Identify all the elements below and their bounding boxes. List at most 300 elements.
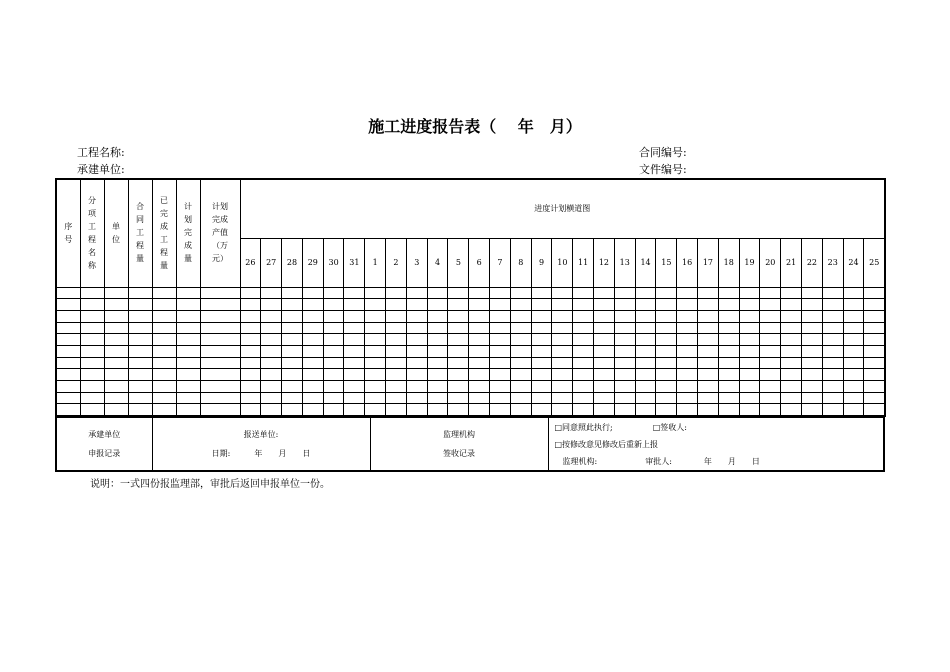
table-cell[interactable] bbox=[128, 299, 152, 311]
table-cell[interactable] bbox=[531, 334, 552, 346]
table-cell[interactable] bbox=[240, 404, 261, 416]
table-cell[interactable] bbox=[843, 310, 864, 322]
table-cell[interactable] bbox=[760, 392, 781, 404]
table-cell[interactable] bbox=[490, 322, 511, 334]
table-cell[interactable] bbox=[739, 334, 760, 346]
table-cell[interactable] bbox=[739, 381, 760, 393]
table-cell[interactable] bbox=[344, 392, 365, 404]
table-cell[interactable] bbox=[365, 357, 386, 369]
table-cell[interactable] bbox=[531, 357, 552, 369]
table-cell[interactable] bbox=[200, 381, 240, 393]
table-cell[interactable] bbox=[552, 357, 573, 369]
table-cell[interactable] bbox=[573, 345, 594, 357]
table-cell[interactable] bbox=[427, 322, 448, 334]
table-cell[interactable] bbox=[552, 334, 573, 346]
table-cell[interactable] bbox=[739, 392, 760, 404]
table-cell[interactable] bbox=[469, 334, 490, 346]
table-cell[interactable] bbox=[240, 381, 261, 393]
table-cell[interactable] bbox=[448, 299, 469, 311]
table-cell[interactable] bbox=[677, 322, 698, 334]
table-cell[interactable] bbox=[552, 404, 573, 416]
table-cell[interactable] bbox=[406, 322, 427, 334]
table-cell[interactable] bbox=[864, 310, 885, 322]
table-cell[interactable] bbox=[128, 287, 152, 299]
table-cell[interactable] bbox=[760, 381, 781, 393]
table-cell[interactable] bbox=[843, 299, 864, 311]
table-cell[interactable] bbox=[781, 299, 802, 311]
table-cell[interactable] bbox=[698, 334, 719, 346]
table-cell[interactable] bbox=[781, 334, 802, 346]
table-cell[interactable] bbox=[302, 357, 323, 369]
table-cell[interactable] bbox=[677, 392, 698, 404]
table-cell[interactable] bbox=[614, 369, 635, 381]
table-cell[interactable] bbox=[677, 287, 698, 299]
approve-checkbox-line[interactable]: □同意照此执行; □签收人: bbox=[554, 422, 688, 432]
table-cell[interactable] bbox=[240, 299, 261, 311]
table-cell[interactable] bbox=[822, 334, 843, 346]
table-cell[interactable] bbox=[344, 381, 365, 393]
table-cell[interactable] bbox=[282, 334, 303, 346]
table-cell[interactable] bbox=[302, 369, 323, 381]
table-cell[interactable] bbox=[864, 345, 885, 357]
table-cell[interactable] bbox=[677, 310, 698, 322]
table-cell[interactable] bbox=[261, 381, 282, 393]
table-cell[interactable] bbox=[302, 299, 323, 311]
table-cell[interactable] bbox=[200, 310, 240, 322]
table-cell[interactable] bbox=[240, 345, 261, 357]
table-cell[interactable] bbox=[448, 381, 469, 393]
table-cell[interactable] bbox=[323, 299, 344, 311]
table-cell[interactable] bbox=[822, 357, 843, 369]
table-cell[interactable] bbox=[152, 345, 176, 357]
table-cell[interactable] bbox=[552, 392, 573, 404]
table-cell[interactable] bbox=[128, 392, 152, 404]
table-cell[interactable] bbox=[282, 345, 303, 357]
table-cell[interactable] bbox=[531, 322, 552, 334]
table-cell[interactable] bbox=[635, 381, 656, 393]
table-cell[interactable] bbox=[698, 381, 719, 393]
table-cell[interactable] bbox=[656, 287, 677, 299]
table-cell[interactable] bbox=[448, 392, 469, 404]
table-cell[interactable] bbox=[365, 404, 386, 416]
table-cell[interactable] bbox=[152, 310, 176, 322]
table-cell[interactable] bbox=[510, 299, 531, 311]
table-cell[interactable] bbox=[386, 287, 407, 299]
table-cell[interactable] bbox=[448, 287, 469, 299]
table-cell[interactable] bbox=[822, 369, 843, 381]
table-cell[interactable] bbox=[323, 381, 344, 393]
table-cell[interactable] bbox=[152, 287, 176, 299]
table-cell[interactable] bbox=[531, 369, 552, 381]
table-cell[interactable] bbox=[864, 381, 885, 393]
table-cell[interactable] bbox=[56, 369, 80, 381]
table-cell[interactable] bbox=[594, 392, 615, 404]
table-cell[interactable] bbox=[802, 369, 823, 381]
table-cell[interactable] bbox=[698, 369, 719, 381]
table-cell[interactable] bbox=[386, 334, 407, 346]
table-cell[interactable] bbox=[152, 299, 176, 311]
table-cell[interactable] bbox=[594, 334, 615, 346]
table-cell[interactable] bbox=[56, 381, 80, 393]
table-cell[interactable] bbox=[365, 381, 386, 393]
table-cell[interactable] bbox=[698, 310, 719, 322]
table-cell[interactable] bbox=[552, 322, 573, 334]
table-cell[interactable] bbox=[864, 299, 885, 311]
table-cell[interactable] bbox=[760, 322, 781, 334]
table-cell[interactable] bbox=[200, 392, 240, 404]
table-cell[interactable] bbox=[469, 381, 490, 393]
table-cell[interactable] bbox=[469, 299, 490, 311]
table-cell[interactable] bbox=[469, 322, 490, 334]
table-cell[interactable] bbox=[200, 369, 240, 381]
table-cell[interactable] bbox=[104, 369, 128, 381]
table-cell[interactable] bbox=[718, 392, 739, 404]
table-cell[interactable] bbox=[656, 369, 677, 381]
table-cell[interactable] bbox=[656, 299, 677, 311]
table-cell[interactable] bbox=[56, 404, 80, 416]
table-cell[interactable] bbox=[864, 392, 885, 404]
table-cell[interactable] bbox=[490, 381, 511, 393]
table-cell[interactable] bbox=[718, 345, 739, 357]
table-cell[interactable] bbox=[200, 299, 240, 311]
table-cell[interactable] bbox=[843, 357, 864, 369]
table-cell[interactable] bbox=[635, 404, 656, 416]
table-cell[interactable] bbox=[176, 310, 200, 322]
table-cell[interactable] bbox=[56, 287, 80, 299]
table-cell[interactable] bbox=[843, 404, 864, 416]
table-cell[interactable] bbox=[677, 345, 698, 357]
table-cell[interactable] bbox=[323, 310, 344, 322]
table-cell[interactable] bbox=[698, 404, 719, 416]
table-cell[interactable] bbox=[200, 357, 240, 369]
table-cell[interactable] bbox=[656, 392, 677, 404]
table-cell[interactable] bbox=[406, 334, 427, 346]
table-cell[interactable] bbox=[261, 369, 282, 381]
table-cell[interactable] bbox=[635, 369, 656, 381]
table-cell[interactable] bbox=[365, 299, 386, 311]
table-cell[interactable] bbox=[510, 357, 531, 369]
table-cell[interactable] bbox=[531, 299, 552, 311]
table-cell[interactable] bbox=[365, 334, 386, 346]
table-cell[interactable] bbox=[104, 345, 128, 357]
table-cell[interactable] bbox=[200, 345, 240, 357]
table-cell[interactable] bbox=[635, 310, 656, 322]
table-cell[interactable] bbox=[614, 345, 635, 357]
table-cell[interactable] bbox=[323, 369, 344, 381]
table-cell[interactable] bbox=[406, 404, 427, 416]
table-cell[interactable] bbox=[739, 357, 760, 369]
table-cell[interactable] bbox=[386, 345, 407, 357]
table-cell[interactable] bbox=[802, 357, 823, 369]
table-cell[interactable] bbox=[282, 369, 303, 381]
table-cell[interactable] bbox=[802, 381, 823, 393]
table-cell[interactable] bbox=[56, 299, 80, 311]
table-cell[interactable] bbox=[698, 345, 719, 357]
table-cell[interactable] bbox=[469, 287, 490, 299]
table-cell[interactable] bbox=[323, 334, 344, 346]
table-cell[interactable] bbox=[614, 287, 635, 299]
table-cell[interactable] bbox=[739, 287, 760, 299]
table-cell[interactable] bbox=[469, 310, 490, 322]
table-cell[interactable] bbox=[56, 357, 80, 369]
table-cell[interactable] bbox=[240, 392, 261, 404]
table-cell[interactable] bbox=[760, 287, 781, 299]
table-cell[interactable] bbox=[677, 381, 698, 393]
table-cell[interactable] bbox=[406, 345, 427, 357]
table-cell[interactable] bbox=[822, 287, 843, 299]
table-cell[interactable] bbox=[365, 369, 386, 381]
table-cell[interactable] bbox=[406, 381, 427, 393]
table-cell[interactable] bbox=[427, 345, 448, 357]
table-cell[interactable] bbox=[718, 310, 739, 322]
table-cell[interactable] bbox=[406, 392, 427, 404]
table-cell[interactable] bbox=[427, 334, 448, 346]
table-cell[interactable] bbox=[323, 345, 344, 357]
table-cell[interactable] bbox=[104, 334, 128, 346]
table-cell[interactable] bbox=[594, 404, 615, 416]
table-cell[interactable] bbox=[864, 287, 885, 299]
table-cell[interactable] bbox=[614, 357, 635, 369]
table-cell[interactable] bbox=[128, 322, 152, 334]
table-cell[interactable] bbox=[80, 404, 104, 416]
table-cell[interactable] bbox=[261, 357, 282, 369]
table-cell[interactable] bbox=[510, 310, 531, 322]
table-cell[interactable] bbox=[240, 310, 261, 322]
table-cell[interactable] bbox=[718, 404, 739, 416]
table-cell[interactable] bbox=[718, 322, 739, 334]
table-cell[interactable] bbox=[635, 322, 656, 334]
table-cell[interactable] bbox=[427, 392, 448, 404]
table-cell[interactable] bbox=[261, 299, 282, 311]
table-cell[interactable] bbox=[490, 404, 511, 416]
table-cell[interactable] bbox=[261, 322, 282, 334]
table-cell[interactable] bbox=[635, 357, 656, 369]
table-cell[interactable] bbox=[386, 369, 407, 381]
table-cell[interactable] bbox=[240, 334, 261, 346]
table-cell[interactable] bbox=[552, 310, 573, 322]
table-cell[interactable] bbox=[781, 369, 802, 381]
table-cell[interactable] bbox=[344, 345, 365, 357]
table-cell[interactable] bbox=[386, 299, 407, 311]
table-cell[interactable] bbox=[594, 310, 615, 322]
table-cell[interactable] bbox=[573, 310, 594, 322]
table-cell[interactable] bbox=[573, 404, 594, 416]
table-cell[interactable] bbox=[80, 381, 104, 393]
table-cell[interactable] bbox=[80, 369, 104, 381]
table-cell[interactable] bbox=[240, 322, 261, 334]
table-cell[interactable] bbox=[448, 322, 469, 334]
table-cell[interactable] bbox=[718, 299, 739, 311]
table-cell[interactable] bbox=[152, 322, 176, 334]
table-cell[interactable] bbox=[864, 322, 885, 334]
table-cell[interactable] bbox=[739, 299, 760, 311]
table-cell[interactable] bbox=[614, 404, 635, 416]
table-cell[interactable] bbox=[802, 287, 823, 299]
table-cell[interactable] bbox=[282, 357, 303, 369]
table-cell[interactable] bbox=[200, 404, 240, 416]
table-cell[interactable] bbox=[822, 392, 843, 404]
table-cell[interactable] bbox=[739, 345, 760, 357]
table-cell[interactable] bbox=[656, 345, 677, 357]
table-cell[interactable] bbox=[282, 404, 303, 416]
table-cell[interactable] bbox=[490, 310, 511, 322]
table-cell[interactable] bbox=[302, 322, 323, 334]
table-cell[interactable] bbox=[864, 357, 885, 369]
table-cell[interactable] bbox=[531, 345, 552, 357]
table-cell[interactable] bbox=[822, 322, 843, 334]
table-cell[interactable] bbox=[427, 404, 448, 416]
table-cell[interactable] bbox=[781, 345, 802, 357]
table-cell[interactable] bbox=[323, 287, 344, 299]
table-cell[interactable] bbox=[128, 381, 152, 393]
table-cell[interactable] bbox=[448, 334, 469, 346]
table-cell[interactable] bbox=[56, 322, 80, 334]
table-cell[interactable] bbox=[594, 369, 615, 381]
table-cell[interactable] bbox=[552, 345, 573, 357]
table-cell[interactable] bbox=[822, 310, 843, 322]
table-cell[interactable] bbox=[365, 310, 386, 322]
table-cell[interactable] bbox=[448, 357, 469, 369]
table-cell[interactable] bbox=[718, 357, 739, 369]
table-cell[interactable] bbox=[448, 369, 469, 381]
table-cell[interactable] bbox=[176, 345, 200, 357]
table-cell[interactable] bbox=[386, 322, 407, 334]
table-cell[interactable] bbox=[718, 369, 739, 381]
table-cell[interactable] bbox=[822, 299, 843, 311]
table-cell[interactable] bbox=[802, 322, 823, 334]
table-cell[interactable] bbox=[739, 310, 760, 322]
table-cell[interactable] bbox=[302, 392, 323, 404]
table-cell[interactable] bbox=[760, 310, 781, 322]
table-cell[interactable] bbox=[128, 334, 152, 346]
table-cell[interactable] bbox=[365, 345, 386, 357]
table-cell[interactable] bbox=[152, 392, 176, 404]
table-cell[interactable] bbox=[739, 369, 760, 381]
table-cell[interactable] bbox=[552, 287, 573, 299]
table-cell[interactable] bbox=[80, 357, 104, 369]
table-cell[interactable] bbox=[552, 369, 573, 381]
table-cell[interactable] bbox=[176, 404, 200, 416]
table-cell[interactable] bbox=[698, 299, 719, 311]
table-cell[interactable] bbox=[406, 357, 427, 369]
table-cell[interactable] bbox=[573, 369, 594, 381]
table-cell[interactable] bbox=[365, 392, 386, 404]
table-cell[interactable] bbox=[573, 334, 594, 346]
table-cell[interactable] bbox=[843, 381, 864, 393]
table-cell[interactable] bbox=[427, 299, 448, 311]
table-cell[interactable] bbox=[573, 381, 594, 393]
table-cell[interactable] bbox=[152, 334, 176, 346]
table-cell[interactable] bbox=[344, 287, 365, 299]
table-cell[interactable] bbox=[552, 381, 573, 393]
table-cell[interactable] bbox=[531, 404, 552, 416]
table-cell[interactable] bbox=[573, 322, 594, 334]
table-cell[interactable] bbox=[176, 334, 200, 346]
table-cell[interactable] bbox=[698, 392, 719, 404]
table-cell[interactable] bbox=[104, 404, 128, 416]
table-cell[interactable] bbox=[864, 369, 885, 381]
table-cell[interactable] bbox=[176, 381, 200, 393]
table-cell[interactable] bbox=[510, 392, 531, 404]
table-cell[interactable] bbox=[656, 404, 677, 416]
table-cell[interactable] bbox=[344, 357, 365, 369]
table-cell[interactable] bbox=[261, 287, 282, 299]
table-cell[interactable] bbox=[677, 404, 698, 416]
table-cell[interactable] bbox=[176, 392, 200, 404]
table-cell[interactable] bbox=[469, 345, 490, 357]
table-cell[interactable] bbox=[614, 392, 635, 404]
table-cell[interactable] bbox=[510, 381, 531, 393]
table-cell[interactable] bbox=[573, 299, 594, 311]
table-cell[interactable] bbox=[843, 345, 864, 357]
table-cell[interactable] bbox=[240, 369, 261, 381]
table-cell[interactable] bbox=[302, 287, 323, 299]
table-cell[interactable] bbox=[176, 299, 200, 311]
table-cell[interactable] bbox=[282, 322, 303, 334]
table-cell[interactable] bbox=[323, 392, 344, 404]
table-cell[interactable] bbox=[510, 369, 531, 381]
table-cell[interactable] bbox=[614, 334, 635, 346]
table-cell[interactable] bbox=[802, 299, 823, 311]
table-cell[interactable] bbox=[843, 334, 864, 346]
table-cell[interactable] bbox=[344, 322, 365, 334]
table-cell[interactable] bbox=[656, 381, 677, 393]
table-cell[interactable] bbox=[448, 310, 469, 322]
table-cell[interactable] bbox=[594, 357, 615, 369]
table-cell[interactable] bbox=[104, 392, 128, 404]
table-cell[interactable] bbox=[656, 310, 677, 322]
table-cell[interactable] bbox=[469, 404, 490, 416]
table-cell[interactable] bbox=[261, 334, 282, 346]
table-cell[interactable] bbox=[573, 287, 594, 299]
table-cell[interactable] bbox=[781, 392, 802, 404]
table-cell[interactable] bbox=[469, 369, 490, 381]
table-cell[interactable] bbox=[302, 345, 323, 357]
table-cell[interactable] bbox=[344, 310, 365, 322]
table-cell[interactable] bbox=[656, 357, 677, 369]
table-cell[interactable] bbox=[760, 334, 781, 346]
table-cell[interactable] bbox=[152, 369, 176, 381]
table-cell[interactable] bbox=[302, 310, 323, 322]
table-cell[interactable] bbox=[406, 287, 427, 299]
table-cell[interactable] bbox=[406, 299, 427, 311]
table-cell[interactable] bbox=[200, 322, 240, 334]
table-cell[interactable] bbox=[344, 334, 365, 346]
table-cell[interactable] bbox=[490, 334, 511, 346]
table-cell[interactable] bbox=[822, 381, 843, 393]
table-cell[interactable] bbox=[427, 369, 448, 381]
table-cell[interactable] bbox=[677, 357, 698, 369]
table-cell[interactable] bbox=[80, 287, 104, 299]
table-cell[interactable] bbox=[531, 287, 552, 299]
table-cell[interactable] bbox=[427, 287, 448, 299]
table-cell[interactable] bbox=[152, 357, 176, 369]
table-cell[interactable] bbox=[739, 404, 760, 416]
table-cell[interactable] bbox=[128, 345, 152, 357]
table-cell[interactable] bbox=[510, 322, 531, 334]
table-cell[interactable] bbox=[386, 392, 407, 404]
table-cell[interactable] bbox=[365, 287, 386, 299]
table-cell[interactable] bbox=[344, 299, 365, 311]
table-cell[interactable] bbox=[635, 299, 656, 311]
table-cell[interactable] bbox=[104, 310, 128, 322]
table-cell[interactable] bbox=[594, 299, 615, 311]
table-cell[interactable] bbox=[614, 322, 635, 334]
table-cell[interactable] bbox=[104, 299, 128, 311]
table-cell[interactable] bbox=[386, 404, 407, 416]
table-cell[interactable] bbox=[656, 334, 677, 346]
table-cell[interactable] bbox=[698, 322, 719, 334]
